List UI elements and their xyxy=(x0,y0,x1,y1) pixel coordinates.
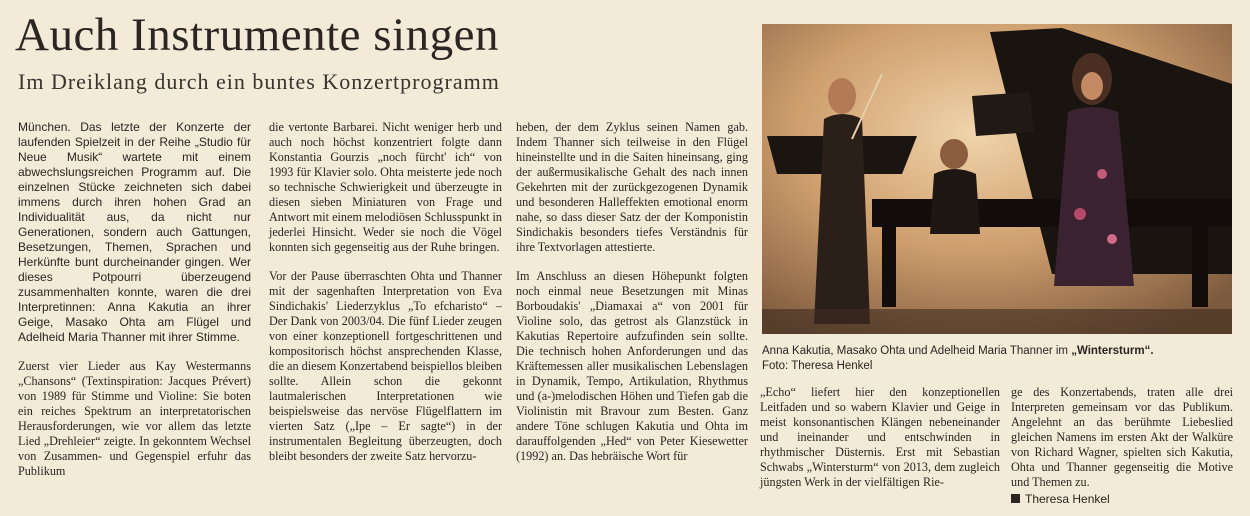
author-line xyxy=(1011,492,1233,507)
end-square-icon xyxy=(1011,494,1020,503)
concert-photo-image xyxy=(762,24,1232,334)
column-3 xyxy=(516,120,748,464)
paragraph: München. Das letzte der Konzerte der laufenden Spielzeit in der Reihe „Studio für Neue Musik“ wartete mit einem abwechslungsreichen Programm auf. Die einzelnen Stücke zeichneten sich dabei immens durch ihren hohen Grad an Individualität aus, da nicht nur Generationen, sondern auch Gattungen, Besetzungen, Themen, Sprachen und Herkünfte bunt durcheinander gingen. Wer dieses Potpourri überzeugend zusammenhalten konnte, waren die drei Interpretinnen: Anna Kakutia an ihrer Geige, Masako Ohta am Flügel und Adelheid Maria Thanner mit ihrer Stimme. xyxy=(18,120,251,344)
paragraph: die vertonte Barbarei. Nicht weniger herb und auch noch höchst konzentriert folgte dann Konstantia Gourzis „noch fürcht' ich“ von 1993 für Klavier solo. Ohta meisterte jede noch so technische Schwierigkeit und überzeugte in diesen sieben Miniaturen von Frage und Antwort mit einem melodiösen Schlusspunkt in jederlei Hinsicht. Weder sie noch die Vögel konnten sich gegenseitig aus der Ruhe bringen. xyxy=(269,120,502,254)
caption-work: „Wintersturm“. xyxy=(1071,345,1154,357)
paragraph: ge des Konzertabends, traten alle drei Interpreten gemeinsam vor das Publikum. Angelehnt an das berühmte Liebeslied gleichen Namens im ersten Akt der Walküre von Richard Wagner, spielten sich Kakutia, Ohta und Thanner gegenseitig die Motive und Themen zu. xyxy=(1011,385,1233,489)
column-4 xyxy=(760,385,1000,490)
paragraph: Vor der Pause überraschten Ohta und Thanner mit der sagenhaften Interpretation von Eva Sindichakis' Liederzyklus „To efcharisto“ – Der Dank von 2003/04. Die fünf Lieder zeugen von einer konzeptionell fortgeschrittenen und kompositorisch höchst ansprechenden Klasse, die an diesem Konzertabend beispiellos bleiben sollte. Allein schon die gekonnt lautmalerischen Interpretationen wie beispielsweise das nervöse Flügelflattern im vierten Satz („Ipe – Er sagte“) in der instrumentalen Begleitung überzeugten, doch bleibt besonders der zweite Satz hervorzu- xyxy=(269,269,502,463)
concert-photo xyxy=(762,24,1232,334)
paragraph: Zuerst vier Lieder aus Kay Westermanns „Chansons“ (Textinspiration: Jacques Prévert) von 1989 für Stimme und Violine: Sie boten ein reiches Spektrum an interpretatorischen Herausforderungen, wie vor allem das letzte Lied „Drehleier“ zeigte. In gekonntem Wechsel von Zusammen- und Gegenspiel erfuhr das Publikum xyxy=(18,359,251,478)
photo-credit: Foto: Theresa Henkel xyxy=(762,360,873,372)
caption-text: Anna Kakutia, Masako Ohta und Adelheid Maria Thanner im xyxy=(762,345,1072,357)
paragraph: „Echo“ liefert hier den konzeptionellen Leitfaden und so wabern Klavier und Geige in meist konsonantischen Klängen nebeneinander und ineinander und entschwinden in rhythmischer Düsternis. Erst mit Sebastian Schwabs „Wintersturm“ von 2013, dem zugleich jüngsten Werk in der vielfältigen Rie- xyxy=(760,385,1000,489)
subheadline: Im Dreiklang durch ein buntes Konzertprogramm xyxy=(18,69,500,94)
column-1 xyxy=(18,120,251,479)
column-5 xyxy=(1011,385,1233,507)
photo-caption xyxy=(762,344,1232,374)
paragraph: Im Anschluss an diesen Höhepunkt folgten noch einmal neue Besetzungen mit Minas Borboudakis' „Diamaxai a“ von 2001 für Violine solo, das getrost als Glanzstück in Kakutias Repertoire aufzufinden sein sollte. Die technisch hohen Anforderungen und das Kräftemessen aller musikalischen Lebenslagen in Dynamik, Tempo, Artikulation, Rhythmus und (a-)melodischen Höhen und Tiefen gab die Violinistin mit Bravour zum Besten. Ganz andere Töne schlugen Kakutia und Ohta im darauffolgenden „Hed“ von Peter Kiesewetter (1992) an. Das hebräische Wort für xyxy=(516,269,748,463)
headline: Auch Instrumente singen xyxy=(15,9,500,61)
byline: Theresa Henkel xyxy=(1025,492,1110,506)
paragraph: heben, der dem Zyklus seinen Namen gab. Indem Thanner sich teilweise in den Flügel hineinstellte und in die Saiten hineinsang, ging der außermusikalische Gehalt des nach innen Gekehrten mit der zurückgezogenen Dynamik und besonderen Halleffekten emotional enorm nahe, so dass dieser Satz der der Komponistin Sindichakis besonders tiefes Verständnis für ihre Textvorlagen attestierte. xyxy=(516,120,748,254)
column-2 xyxy=(269,120,502,464)
